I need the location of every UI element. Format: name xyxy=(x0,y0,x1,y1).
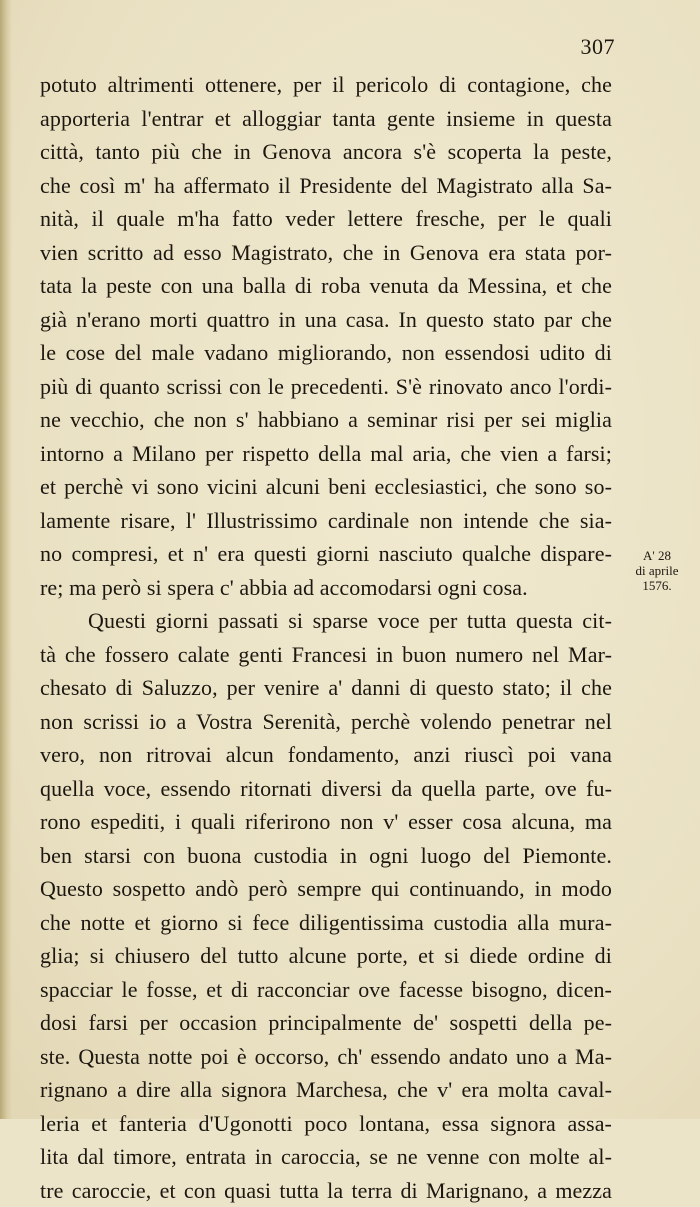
text-line: chesato di Saluzzo, per venire a' danni di questo stato; il che xyxy=(40,671,612,705)
text-line: città, tanto più che in Genova ancora s'è scoperta la peste, xyxy=(40,135,612,169)
text-line: lamente risare, l' Illustrissimo cardinale non intende che sia- xyxy=(40,504,612,538)
text-line: quella voce, essendo ritornati diversi da quella parte, ove fu- xyxy=(40,772,612,806)
text-line: no compresi, et n' era questi giorni nasciuto qualche dispare- xyxy=(40,537,612,571)
text-line: leria et fanteria d'Ugonotti poco lontana, essa signora assa- xyxy=(40,1107,612,1141)
text-line: apporteria l'entrar et alloggiar tanta gente insieme in questa xyxy=(40,102,612,136)
text-line: glia; si chiusero del tutto alcune porte, et si diede ordine di xyxy=(40,939,612,973)
text-line: non scrissi io a Vostra Serenità, perchè volendo penetrar nel xyxy=(40,705,612,739)
text-line: rono espediti, i quali riferirono non v' esser cosa alcuna, ma xyxy=(40,805,612,839)
text-line: ne vecchio, che non s' habbiano a seminar risi per sei miglia xyxy=(40,403,612,437)
margin-note-month: di aprile xyxy=(622,563,692,578)
text-line: vero, non ritrovai alcun fondamento, anzi riuscì poi vana xyxy=(40,738,612,772)
text-line: tre caroccie, et con quasi tutta la terra di Marignano, a mezza xyxy=(40,1174,612,1207)
text-line: et perchè vi sono vicini alcuni beni ecclesiastici, che sono so- xyxy=(40,470,612,504)
text-line: rignano a dire alla signora Marchesa, che v' era molta caval- xyxy=(40,1073,612,1107)
text-line: le cose del male vadano migliorando, non essendosi udito di xyxy=(40,336,612,370)
margin-date-note xyxy=(622,548,692,593)
text-line: ste. Questa notte poi è occorso, ch' essendo andato uno a Ma- xyxy=(40,1040,612,1074)
text-line: ben starsi con buona custodia in ogni luogo del Piemonte. xyxy=(40,839,612,873)
text-line: re; ma però si spera c' abbia ad accomodarsi ogni cosa. xyxy=(40,571,612,605)
text-line: che notte et giorno si fece diligentissima custodia alla mura- xyxy=(40,906,612,940)
text-line: che così m' ha affermato il Presidente del Magistrato alla Sa- xyxy=(40,169,612,203)
text-line: potuto altrimenti ottenere, per il pericolo di contagione, che xyxy=(40,68,612,102)
body-text xyxy=(40,68,612,1207)
text-line: dosi farsi per occasion principalmente de' sospetti della pe- xyxy=(40,1006,612,1040)
margin-note-year: 1576. xyxy=(622,578,692,593)
text-line: vien scritto ad esso Magistrato, che in Genova era stata por- xyxy=(40,236,612,270)
text-line: tà che fossero calate genti Francesi in buon numero nel Mar- xyxy=(40,638,612,672)
text-line: nità, il quale m'ha fatto veder lettere fresche, per le quali xyxy=(40,202,612,236)
paragraph-first-line: Questi giorni passati si sparse voce per tutta questa cit- xyxy=(40,604,612,638)
text-line: più di quanto scrissi con le precedenti. S'è rinovato anco l'ordi- xyxy=(40,370,612,404)
text-line: spacciar le fosse, et di racconciar ove facesse bisogno, dicen- xyxy=(40,973,612,1007)
text-line: tata la peste con una balla di roba venuta da Messina, et che xyxy=(40,269,612,303)
text-line: lita dal timore, entrata in caroccia, se ne venne con molte al- xyxy=(40,1140,612,1174)
page-number: 307 xyxy=(581,34,616,60)
text-line: già n'erano morti quattro in una casa. In questo stato par che xyxy=(40,303,612,337)
text-line: Questo sospetto andò però sempre qui continuando, in modo xyxy=(40,872,612,906)
text-line: intorno a Milano per rispetto della mal aria, che vien a farsi; xyxy=(40,437,612,471)
binding-gutter xyxy=(0,0,12,1119)
margin-note-day: A' 28 xyxy=(622,548,692,563)
